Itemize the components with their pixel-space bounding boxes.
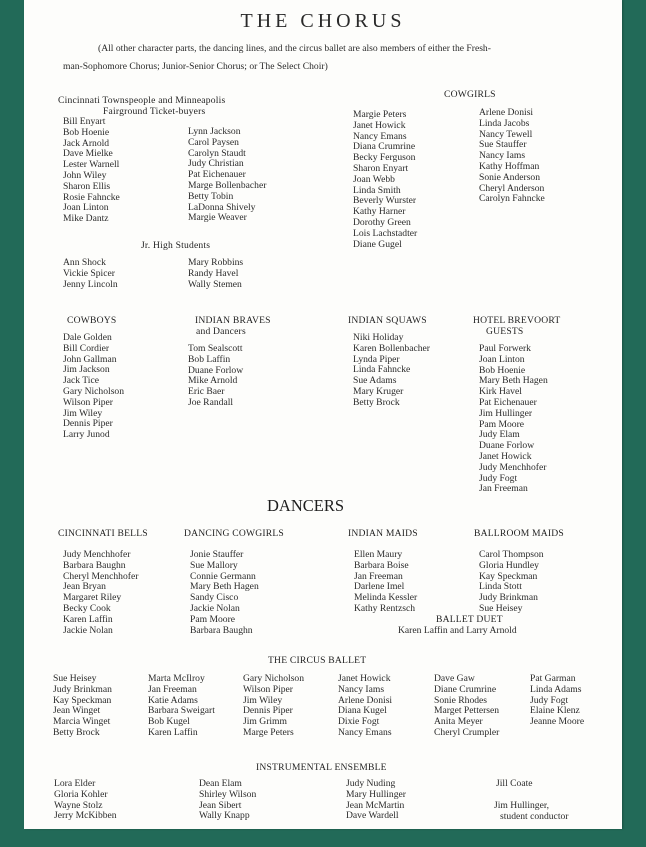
cast-name: Becky Cook xyxy=(63,602,111,614)
intro-line-1: (All other character parts, the dancing lines, and the circus ballet are also members of either the Fresh- xyxy=(98,43,491,54)
cast-name: Ann Shock xyxy=(63,257,106,268)
cast-name: Gloria Kohler xyxy=(54,788,108,800)
cast-name: Mary Beth Hagen xyxy=(190,581,259,593)
cast-name: Betty Brock xyxy=(353,396,400,408)
cast-name: Barbara Baughn xyxy=(190,624,253,636)
cast-name: Jean Bryan xyxy=(63,581,106,593)
page-title: THE CHORUS xyxy=(240,10,406,32)
cast-name: Carol Paysen xyxy=(188,136,239,148)
cast-name: Jim Hullinger xyxy=(479,407,533,419)
ensemble-col2 xyxy=(199,779,256,822)
cast-name: Janet Howick xyxy=(479,450,532,462)
cast-name: Judy Fogt xyxy=(479,472,518,484)
braves-list xyxy=(188,344,243,409)
cast-name: Sonie Rhodes xyxy=(434,694,488,706)
circus-heading: THE CIRCUS BALLET xyxy=(268,655,367,666)
cast-name: Nancy Iams xyxy=(479,150,526,162)
squaws-list xyxy=(353,333,430,409)
cast-name: Judy Elam xyxy=(479,429,520,441)
cast-name: Judy Menchhofer xyxy=(63,549,131,560)
cast-name: Marge Peters xyxy=(243,726,294,738)
townspeople-heading: Cincinnati Townspeople and Minneapolis xyxy=(58,95,226,106)
circus-col6 xyxy=(530,674,584,728)
cast-name: Bob Hoenie xyxy=(479,364,526,376)
circus-col5 xyxy=(434,674,499,739)
cast-name: Judy Fogt xyxy=(530,694,569,706)
cast-name: Dennis Piper xyxy=(243,705,293,717)
cast-name: Sue Adams xyxy=(353,375,397,387)
cast-name: Eric Baer xyxy=(188,386,225,398)
cast-name: Lynda Piper xyxy=(353,353,400,365)
cast-name: Joan Linton xyxy=(479,353,525,365)
indian-maids-list xyxy=(354,550,417,615)
cast-name: Betty Brock xyxy=(53,726,100,738)
cast-name: Darlene Imel xyxy=(354,581,405,593)
cast-name: Randy Havel xyxy=(188,267,239,279)
cast-name: Lynn Jackson xyxy=(188,126,241,137)
brevoort-subheading: GUESTS xyxy=(486,326,524,337)
cast-name: Margie Peters xyxy=(353,109,407,120)
cast-name: Jean Sibert xyxy=(199,799,242,811)
cast-name: Karen Laffin xyxy=(63,613,113,625)
ensemble-heading: INSTRUMENTAL ENSEMBLE xyxy=(256,762,387,773)
cast-name: Sharon Enyart xyxy=(353,162,409,174)
cast-name: John Gallman xyxy=(63,353,117,365)
indian-maids-heading: INDIAN MAIDS xyxy=(348,528,418,539)
cast-name: Kathy Harner xyxy=(353,206,406,218)
braves-subheading: and Dancers xyxy=(196,326,246,337)
cast-name: Ellen Maury xyxy=(354,549,403,560)
cast-name: Arlene Donisi xyxy=(479,107,534,118)
cast-name: Connie Germann xyxy=(190,570,256,582)
cast-name: Cheryl Menchhofer xyxy=(63,570,139,582)
cast-name: Jonie Stauffer xyxy=(190,549,244,560)
cast-name: Jim Grimm xyxy=(243,716,287,728)
cowboys-list xyxy=(63,333,124,441)
cast-name: Nancy Emans xyxy=(338,726,392,738)
cast-name: Jerry McKibben xyxy=(54,810,117,822)
cast-name: Pam Moore xyxy=(190,613,236,625)
cast-name: Barbara Sweigart xyxy=(148,705,215,717)
dancers-title: DANCERS xyxy=(267,496,345,515)
cast-name: Margaret Riley xyxy=(63,592,122,604)
cast-name: Jim Wiley xyxy=(63,407,103,419)
cast-name: Dave Wardell xyxy=(346,810,399,822)
cast-name: Jack Arnold xyxy=(63,137,110,149)
cast-name: Joan Webb xyxy=(353,173,395,185)
cast-name: Vickie Spicer xyxy=(63,267,115,279)
cast-name: Marta McIlroy xyxy=(148,673,205,684)
cast-name: Jackie Nolan xyxy=(190,602,240,614)
cast-name: Wilson Piper xyxy=(63,396,113,408)
townspeople-middle xyxy=(353,110,417,250)
cast-name: Nancy Tewell xyxy=(479,128,533,140)
cast-name: Linda Adams xyxy=(530,683,582,695)
cast-name: Bill Enyart xyxy=(63,116,106,127)
cast-name: Carol Thompson xyxy=(479,549,544,560)
cast-name: Shirley Wilson xyxy=(199,788,257,800)
cast-name: Duane Forlow xyxy=(479,440,535,452)
cast-name: Nancy Emans xyxy=(353,130,407,142)
cast-name: John Wiley xyxy=(63,169,107,181)
cast-name: Dave Gaw xyxy=(434,673,475,684)
cast-name: Carolyn Staudt xyxy=(188,147,246,159)
cast-name: Mike Dantz xyxy=(63,213,109,225)
cast-name: Pat Garman xyxy=(530,673,576,684)
townspeople-col2 xyxy=(188,127,266,224)
townspeople-subheading: Fairground Ticket-buyers xyxy=(103,106,206,117)
cast-name: Barbara Boise xyxy=(354,559,409,571)
cast-name: Marcia Winget xyxy=(53,716,111,728)
cast-name: Niki Holiday xyxy=(353,332,404,343)
cast-name: Dave Mielke xyxy=(63,148,113,160)
cast-name: Kay Speckman xyxy=(53,694,112,706)
dancing-cowgirls-list xyxy=(190,550,259,636)
cast-name: Barbara Baughn xyxy=(63,559,126,571)
cast-name: Linda Stott xyxy=(479,581,522,593)
ensemble-col3 xyxy=(346,779,406,822)
cast-name: Pam Moore xyxy=(479,418,525,430)
cast-name: Joan Linton xyxy=(63,202,109,214)
cast-name: Arlene Donisi xyxy=(338,694,393,706)
ensemble-col4-name2: Jim Hullinger, xyxy=(494,800,550,811)
cast-name: Jenny Lincoln xyxy=(63,278,118,290)
cast-name: Kay Speckman xyxy=(479,570,538,582)
cast-name: Lester Warnell xyxy=(63,159,120,171)
squaws-heading: INDIAN SQUAWS xyxy=(348,315,427,326)
cast-name: Bob Kugel xyxy=(148,716,190,728)
circus-col4 xyxy=(338,674,392,739)
ballet-duet-names: Karen Laffin and Larry Arnold xyxy=(398,625,517,636)
cast-name: Gary Nicholson xyxy=(63,385,125,397)
bells-list xyxy=(63,550,138,636)
cast-name: Jack Tice xyxy=(63,375,99,387)
cast-name: Sonie Anderson xyxy=(479,171,541,183)
cast-name: Judy Menchhofer xyxy=(479,461,547,473)
cast-name: Kirk Havel xyxy=(479,386,522,398)
circus-col3 xyxy=(243,674,304,739)
cast-name: Carolyn Fahncke xyxy=(479,193,545,205)
cast-name: Paul Forwerk xyxy=(479,343,531,354)
cast-name: Kathy Rentzsch xyxy=(354,602,416,614)
cast-name: Mary Hullinger xyxy=(346,788,406,800)
cast-name: Katie Adams xyxy=(148,694,198,706)
cast-name: Jan Freeman xyxy=(479,483,528,495)
cast-name: Bill Cordier xyxy=(63,342,110,354)
cast-name: Betty Tobin xyxy=(188,190,234,202)
cast-name: Sharon Ellis xyxy=(63,180,111,192)
cast-name: Margie Weaver xyxy=(188,212,247,224)
ensemble-col1 xyxy=(54,779,117,822)
cast-name: Janet Howick xyxy=(353,119,406,131)
cast-name: Diane Gugel xyxy=(353,238,402,250)
circus-col1 xyxy=(53,674,112,739)
cowgirls-heading: COWGIRLS xyxy=(444,89,496,100)
cast-name: Dale Golden xyxy=(63,332,112,343)
cast-name: Joe Randall xyxy=(188,396,234,408)
cast-name: Beverly Wurster xyxy=(353,195,417,207)
cast-name: Bob Laffin xyxy=(188,353,231,365)
cast-name: Becky Ferguson xyxy=(353,152,416,164)
cast-name: Jackie Nolan xyxy=(63,624,113,636)
cast-name: Melinda Kessler xyxy=(354,592,418,604)
cast-name: Lora Elder xyxy=(54,778,96,789)
ensemble-col4-name1: Jill Coate xyxy=(496,778,533,789)
dancing-cowgirls-heading: DANCING COWGIRLS xyxy=(184,528,284,539)
cast-name: Nancy Iams xyxy=(338,683,385,695)
ballet-duet-heading: BALLET DUET xyxy=(436,614,503,625)
cast-name: Wayne Stolz xyxy=(54,799,103,811)
intro-line-2: man-Sophomore Chorus; Junior-Senior Chorus; or The Select Choir) xyxy=(63,61,328,72)
braves-heading: INDIAN BRAVES xyxy=(195,315,271,326)
cast-name: Janet Howick xyxy=(338,673,391,684)
cast-name: Pat Eichenauer xyxy=(479,396,537,408)
cast-name: Dean Elam xyxy=(199,778,242,789)
cast-name: Wilson Piper xyxy=(243,683,293,695)
cast-name: Jim Wiley xyxy=(243,694,283,706)
cast-name: Karen Bollenbacher xyxy=(353,342,430,354)
cast-name: Bob Hoenie xyxy=(63,126,110,138)
cast-name: Sandy Cisco xyxy=(190,592,239,604)
cast-name: Judy Christian xyxy=(188,158,244,170)
cast-name: Mary Kruger xyxy=(353,385,404,397)
cast-name: Sue Mallory xyxy=(190,559,238,571)
cowboys-heading: COWBOYS xyxy=(67,315,117,326)
ballroom-maids-heading: BALLROOM MAIDS xyxy=(474,528,564,539)
cast-name: Karen Laffin xyxy=(148,726,198,738)
cast-name: Diana Crumrine xyxy=(353,141,416,153)
cast-name: Dorothy Green xyxy=(353,216,411,228)
cast-name: Larry Junod xyxy=(63,429,110,441)
cast-name: Jan Freeman xyxy=(148,683,197,695)
cast-name: Sue Stauffer xyxy=(479,139,527,151)
brevoort-heading: HOTEL BREVOORT xyxy=(473,315,561,326)
cast-name: Cheryl Anderson xyxy=(479,182,545,194)
cast-name: Judy Brinkman xyxy=(479,592,538,604)
cast-name: LaDonna Shively xyxy=(188,201,256,213)
townspeople-col1 xyxy=(63,117,120,225)
cast-name: Mary Robbins xyxy=(188,257,244,268)
cast-name: Duane Forlow xyxy=(188,364,244,376)
cast-name: Cheryl Crumpler xyxy=(434,726,500,738)
cast-name: Marget Pettersen xyxy=(434,705,500,717)
cast-name: Mike Arnold xyxy=(188,375,238,387)
cast-name: Wally Stemen xyxy=(188,278,242,290)
cast-name: Marge Bollenbacher xyxy=(188,179,267,191)
cast-name: Judy Nuding xyxy=(346,778,396,789)
cast-name: Linda Smith xyxy=(353,184,401,196)
jrhigh-heading: Jr. High Students xyxy=(141,240,211,251)
cast-name: Sue Heisey xyxy=(479,602,523,614)
cast-name: Dennis Piper xyxy=(63,418,113,430)
cast-name: Tom Sealscott xyxy=(188,343,243,354)
cast-name: Anita Meyer xyxy=(434,716,483,728)
cowgirls-list xyxy=(479,108,545,205)
brevoort-list xyxy=(479,344,548,495)
jrhigh-col1 xyxy=(63,258,118,290)
cast-name: Gary Nicholson xyxy=(243,673,305,684)
ensemble-col4-role: student conductor xyxy=(500,811,569,822)
cast-name: Linda Jacobs xyxy=(479,117,530,129)
cast-name: Kathy Hoffman xyxy=(479,160,540,172)
cast-name: Diane Crumrine xyxy=(434,683,497,695)
cast-name: Linda Fahncke xyxy=(353,364,411,376)
cast-name: Gloria Hundley xyxy=(479,559,539,571)
cast-name: Elaine Klenz xyxy=(530,705,580,717)
cast-name: Pat Eichenauer xyxy=(188,169,246,181)
cast-name: Judy Brinkman xyxy=(53,683,112,695)
cast-name: Jeanne Moore xyxy=(530,716,585,728)
cast-name: Jan Freeman xyxy=(354,570,403,582)
cast-name: Jean McMartin xyxy=(346,799,405,811)
cast-name: Lois Lachstadter xyxy=(353,227,418,239)
cast-name: Wally Knapp xyxy=(199,810,250,822)
jrhigh-col2 xyxy=(188,258,243,290)
ballroom-maids-list xyxy=(479,550,544,615)
cast-name: Jean Winget xyxy=(53,705,101,717)
cast-name: Rosie Fahncke xyxy=(63,191,120,203)
bells-heading: CINCINNATI BELLS xyxy=(58,528,148,539)
cast-name: Mary Beth Hagen xyxy=(479,375,548,387)
cast-name: Jim Jackson xyxy=(63,364,110,376)
cast-name: Sue Heisey xyxy=(53,673,97,684)
circus-col2 xyxy=(148,674,215,739)
cast-name: Dixie Fogt xyxy=(338,716,380,728)
cast-name: Diana Kugel xyxy=(338,705,387,717)
